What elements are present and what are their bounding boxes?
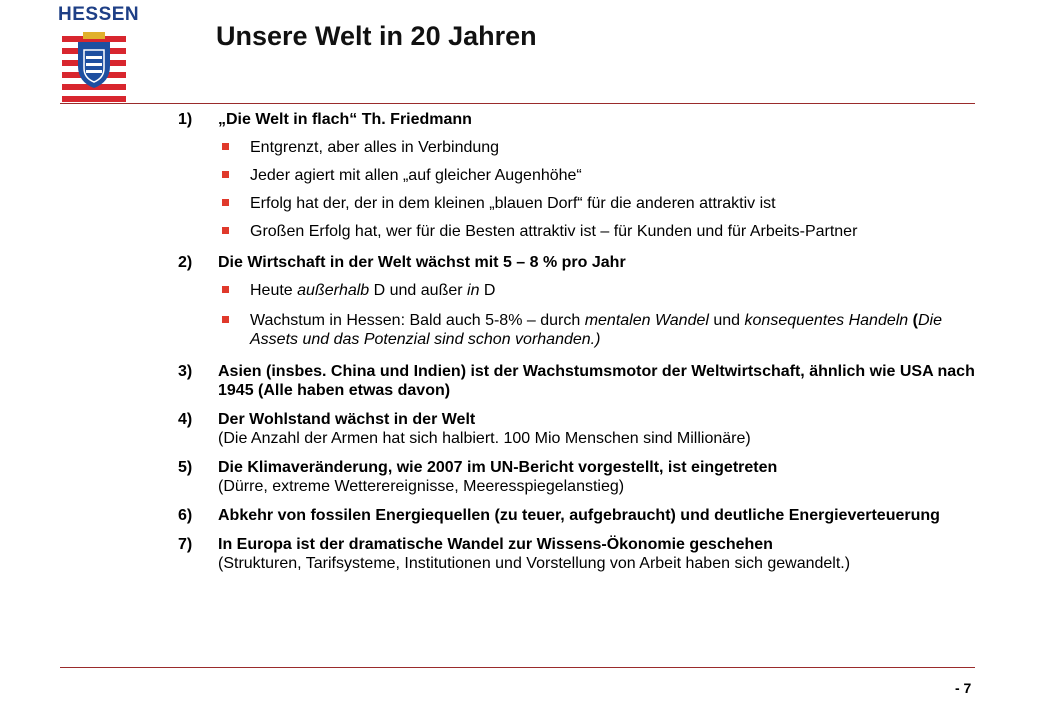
item-heading: Asien (insbes. China und Indien) ist der Wachstumsmotor der Weltwirtschaft, ähnlich wie USA nach 1945 (Alle haben etwas davon) [218,363,975,399]
item-subtext: (Strukturen, Tarifsysteme, Institutionen und Vorstellung von Arbeit haben sich gewandelt.) [218,555,851,572]
bullet-item: Großen Erfolg hat, wer für die Besten attraktiv ist – für Kunden und für Arbeits-Partner [218,222,978,241]
item-number: 2) [178,254,193,271]
hessen-coat-of-arms-icon [62,30,126,102]
bullet-square-icon [222,171,229,178]
bullet-square-icon [222,199,229,206]
content-list [178,110,978,573]
item-number: 6) [178,507,193,524]
item-number: 3) [178,363,193,380]
item-heading: Die Wirtschaft in der Welt wächst mit 5 – 8 % pro Jahr [218,254,626,271]
list-item-3 [178,362,978,400]
bullet-item: Entgrenzt, aber alles in Verbindung [218,138,978,157]
list-item-2 [178,253,978,349]
list-item-4 [178,410,978,448]
item-subtext: (Dürre, extreme Wetterereignisse, Meeresspiegelanstieg) [218,478,625,495]
bullet-square-icon [222,316,229,323]
bullet-item: Jeder agiert mit allen „auf gleicher Augenhöhe“ [218,166,978,185]
item-heading: Der Wohlstand wächst in der Welt [218,411,476,428]
item-heading: Abkehr von fossilen Energiequellen (zu teuer, aufgebraucht) und deutliche Energieverteuerung [218,507,940,524]
bullet-item: Heute außerhalb D und außer in D [218,281,978,300]
bullet-list [218,138,978,241]
list-item-7 [178,535,978,573]
hessen-logo [58,4,140,102]
item-heading: Die Klimaveränderung, wie 2007 im UN-Bericht vorgestellt, ist eingetreten [218,459,778,476]
item-number: 1) [178,111,193,128]
bullet-square-icon [222,286,229,293]
item-number: 5) [178,459,193,476]
page-title: Unsere Welt in 20 Jahren [216,21,537,51]
list-item-1 [178,110,978,241]
item-number: 4) [178,411,193,428]
item-number: 7) [178,536,193,553]
bullet-item: Erfolg hat der, der in dem kleinen „blauen Dorf“ für die anderen attraktiv ist [218,194,978,213]
item-subtext: (Die Anzahl der Armen hat sich halbiert. 100 Mio Menschen sind Millionäre) [218,430,751,447]
bullet-square-icon [222,143,229,150]
logo-text: HESSEN [58,4,140,25]
item-heading: In Europa ist der dramatische Wandel zur Wissens-Ökonomie geschehen [218,536,773,553]
item-heading: „Die Welt in flach“ Th. Friedmann [218,111,472,128]
bullet-square-icon [222,227,229,234]
bottom-divider [60,667,975,668]
top-divider [60,103,975,104]
bullet-list [218,281,978,349]
list-item-5 [178,458,978,496]
bullet-item: Wachstum in Hessen: Bald auch 5-8% – durch mentalen Wandel und konsequentes Handeln (Die Assets und das Potenzial sind schon vorhanden.) [218,311,978,349]
list-item-6 [178,506,978,525]
page-number: - 7 [955,680,972,696]
